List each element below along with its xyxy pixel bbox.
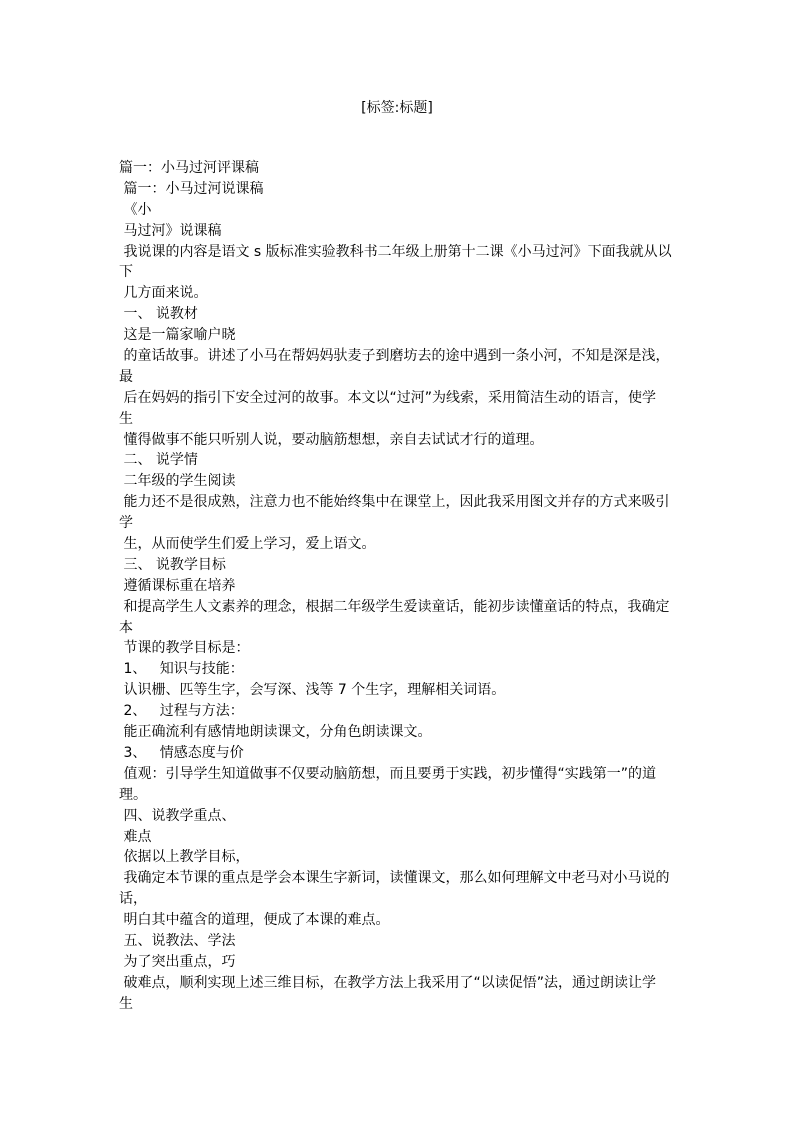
text-line: 节课的教学目标是： xyxy=(119,640,250,657)
text-line: 后在妈妈的指引下安全过河的故事。本文以“过河”为线索，采用简洁生动的语言，使学 xyxy=(119,389,656,406)
text-line: 1、 知识与技能： xyxy=(119,661,244,678)
text-line: 三、 说教学目标 xyxy=(119,556,226,573)
text-line: 和提高学生人文素养的理念，根据二年级学生爱读童话，能初步读懂童话的特点，我确定 xyxy=(119,598,670,615)
text-line: 马过河》说课稿 xyxy=(119,222,222,239)
document-body xyxy=(119,158,684,1015)
page-header-label: [标签:标题] xyxy=(361,100,433,116)
text-line: 二、 说学情 xyxy=(119,452,198,469)
text-line: 话， xyxy=(119,891,147,908)
text-line: 懂得做事不能只听别人说，要动脑筋想想，亲自去试试才行的道理。 xyxy=(119,431,544,448)
text-line: 难点 xyxy=(119,828,152,845)
text-line: 生 xyxy=(119,995,133,1012)
text-line: 我说课的内容是语文 s 版标准实验教科书二年级上册第十二课《小马过河》下面我就从以 xyxy=(119,243,672,260)
text-line: 值观：引导学生知道做事不仅要动脑筋想，而且要勇于实践，初步懂得“实践第一”的道 xyxy=(119,765,656,782)
text-line: 的童话故事。讲述了小马在帮妈妈驮麦子到磨坊去的途中遇到一条小河，不知是深是浅， xyxy=(119,348,670,365)
text-line: 二年级的学生阅读 xyxy=(119,473,236,490)
text-line: 能正确流利有感情地朗读课文，分角色朗读课文。 xyxy=(119,724,432,741)
text-line: 我确定本节课的重点是学会本课生字新词，读懂课文，那么如何理解文中老马对小马说的 xyxy=(119,870,670,887)
text-line: 生，从而使学生们爱上学习，爱上语文。 xyxy=(119,536,376,553)
text-line: 篇一：小马过河评课稿 xyxy=(119,160,259,176)
text-line: 3、 情感态度与价 xyxy=(119,744,244,761)
text-line: 下 xyxy=(119,264,133,281)
text-line: 本 xyxy=(119,619,133,636)
text-line: 认识栅、匹等生字，会写深、浅等 7 个生字，理解相关词语。 xyxy=(119,682,506,699)
text-line: 明白其中蕴含的道理，便成了本课的难点。 xyxy=(119,912,390,929)
text-line: 理。 xyxy=(119,786,147,803)
text-line: 为了突出重点，巧 xyxy=(119,953,236,970)
text-line: 四、说教学重点、 xyxy=(119,807,236,824)
text-line: 遵循课标重在培养 xyxy=(119,577,236,594)
text-line: 学 xyxy=(119,515,133,532)
text-line: 篇一：小马过河说课稿 xyxy=(119,180,264,197)
text-line: 几方面来说。 xyxy=(119,285,208,302)
text-line: 2、 过程与方法： xyxy=(119,703,244,720)
text-line: 一、 说教材 xyxy=(119,306,198,323)
text-line: 这是一篇家喻户晓 xyxy=(119,327,236,344)
text-line: 破难点，顺利实现上述三维目标，在教学方法上我采用了“以读促悟”法，通过朗读让学 xyxy=(119,974,656,991)
text-line: 生 xyxy=(119,410,133,427)
text-line: 最 xyxy=(119,368,133,385)
text-line: 能力还不是很成熟，注意力也不能始终集中在课堂上，因此我采用图文并存的方式来吸引 xyxy=(119,494,670,511)
text-line: 五、说教法、学法 xyxy=(119,932,236,949)
text-line: 依据以上教学目标， xyxy=(119,849,250,866)
text-line: 《小 xyxy=(119,201,152,218)
